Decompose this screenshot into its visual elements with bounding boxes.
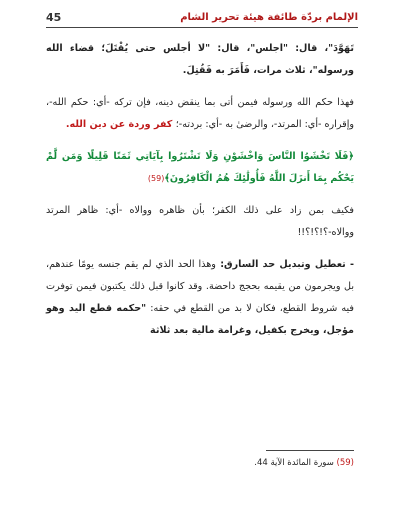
paragraph-4 bbox=[46, 200, 354, 244]
footnote-number: (59) bbox=[336, 458, 354, 468]
paragraph-1 bbox=[46, 38, 354, 82]
paragraph-4-text: فكيف بمن زاد على ذلك الكفر؛ بأن ظاهره ووالاه -أي: ظاهر المرتد ووالاه-؟!؟!؟!! bbox=[46, 205, 354, 238]
paragraph-1-text: تَهَوَّدَ"، قال: "اجلس"، قال: "لا أجلس حتى يُقْتَلَ؛ قضاء الله ورسوله"، ثلاث مرات، فَأَمَرَ به فَقُتِلَ. bbox=[46, 43, 354, 76]
paragraph-2 bbox=[46, 92, 354, 136]
paragraph-3 bbox=[46, 146, 354, 190]
running-title: الإلمام بردّة طائفة هيئة تحرير الشام bbox=[180, 11, 358, 23]
paragraph-5-text: وهذا الحد الذي لم يقم جنسه يومًا عندهم، بل ويجرمون من يقيمه بحجج داحضة. وقد كانوا قبل ذلك يكتبون فيمن توفرت فيه شروط القطع، فكان لا بد من القطع في حقه: bbox=[46, 259, 355, 314]
quran-verse: ﴿فَلَا تَخْشَوُا النَّاسَ وَاخْشَوْنِ وَلَا تَشْتَرُوا بِآيَاتِي ثَمَنًا قَلِيلًا وَمَن لَّمْ يَحْكُم بِمَا أَنزَلَ اللَّهُ فَأُولَٰئِكَ هُمُ الْكَافِرُونَ﴾ bbox=[46, 151, 354, 184]
footnote-ref: (59) bbox=[147, 174, 165, 183]
footnote bbox=[46, 458, 354, 468]
footnote-rule bbox=[266, 450, 354, 451]
footnote-text: سورة المائدة الآية 44. bbox=[254, 458, 337, 468]
paragraph-2-emphasis: كفر وردة عن دين الله. bbox=[65, 119, 176, 130]
page-number: 45 bbox=[46, 10, 62, 24]
page-header bbox=[46, 8, 358, 26]
paragraph-5-emphasis: "حكمه قطع اليد وهو مؤجل، ويخرج بكفيل، وغرامة مالية بعد ثلاثة bbox=[46, 303, 354, 336]
section-heading: - تعطيل وتبديل حد السارق: bbox=[215, 259, 354, 270]
paragraph-5 bbox=[46, 254, 354, 342]
page-body bbox=[46, 38, 354, 352]
header-rule bbox=[46, 27, 358, 28]
paragraph-2-text: فهذا حكم الله ورسوله فيمن أتى بما ينقض دينه، فإن تركه -أي: حكم الله-، وإقراره -أي: المرتد-، والرضىٰ به -أي: بردته-؛ bbox=[46, 97, 354, 130]
